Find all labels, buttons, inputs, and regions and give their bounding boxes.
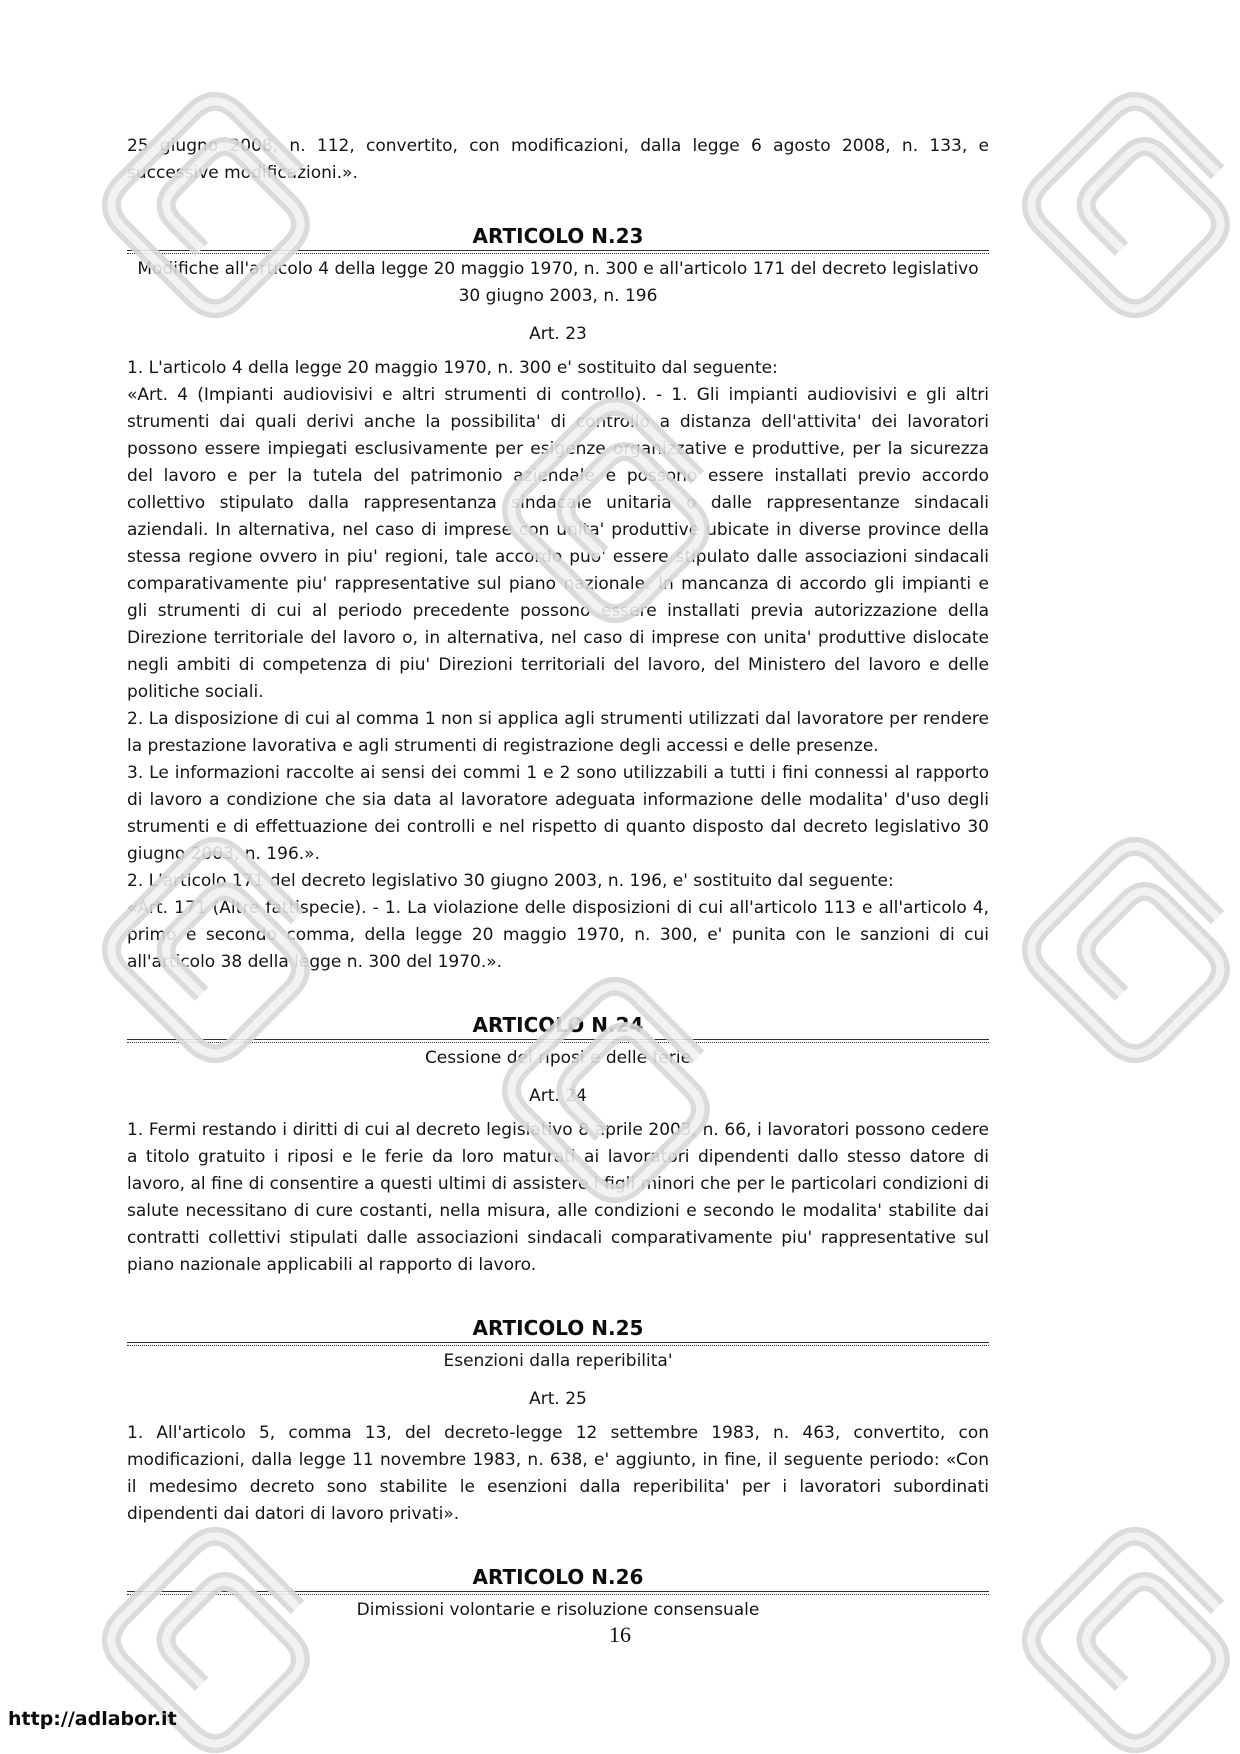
article-paragraph: 1. Fermi restando i diritti di cui al decreto legislativo 8 aprile 2003, n. 66, i lavoratori possono cedere a titolo gratuito i riposi e le ferie da loro maturati ai lavoratori dipendenti dallo stesso datore di lavoro, al fine di consentire a questi ultimi di assistere i figli minori che per le particolari condizioni di salute necessitano di cure costanti, nella misura, alle condizioni e secondo le modalita' stabilite dai contratti collettivi stipulati dalle associazioni sindacali comparativamente piu' rappresentative sul piano nazionale applicabili al rapporto di lavoro. xyxy=(127,1120,989,1275)
page-number: 16 xyxy=(609,1622,631,1647)
article-paragraph: 2. L'articolo 171 del decreto legislativo 30 giugno 2003, n. 196, e' sostituito dal seguente: xyxy=(127,871,894,891)
footer-link[interactable]: http://adlabor.it xyxy=(8,1708,177,1730)
article-26-section xyxy=(127,1564,989,1624)
adlabor-watermark-icon xyxy=(1001,71,1240,340)
article-25-section xyxy=(127,1315,989,1528)
article-label: Art. 25 xyxy=(529,1389,587,1409)
article-24-section xyxy=(127,1012,989,1279)
heading-rule xyxy=(127,1591,989,1595)
article-paragraph: 1. L'articolo 4 della legge 20 maggio 1970, n. 300 e' sostituito dal seguente: xyxy=(127,358,778,378)
article-paragraph: «Art. 4 (Impianti audiovisivi e altri strumenti di controllo). - 1. Gli impianti audiovisivi e gli altri strumenti dai quali derivi anche la possibilita' di controllo a distanza dell'attivita' dei lavoratori possono essere impiegati esclusivamente per esigenze organizzative e produttive, per la sicurezza del lavoro e per la tutela del patrimonio aziendale e possono essere installati previo accordo collettivo stipulato dalla rappresentanza sindacale unitaria o dalle rappresentanze sindacali aziendali. In alternativa, nel caso di imprese con unita' produttive ubicate in diverse province della stessa regione ovvero in piu' regioni, tale accordo puo' essere stipulato dalle associazioni sindacali comparativamente piu' rappresentative sul piano nazionale. In mancanza di accordo gli impianti e gli strumenti di cui al periodo precedente possono essere installati previa autorizzazione della Direzione territoriale del lavoro o, in alternativa, nel caso di imprese con unita' produttive dislocate negli ambiti di competenza di piu' Direzioni territoriali del lavoro, del Ministero del lavoro e delle politiche sociali. xyxy=(127,385,989,702)
heading-rule xyxy=(127,1342,989,1346)
article-heading: ARTICOLO N.23 xyxy=(472,224,644,248)
article-heading: ARTICOLO N.25 xyxy=(472,1316,644,1340)
heading-rule xyxy=(127,250,989,254)
intro-paragraph: 25 giugno 2008, n. 112, convertito, con modificazioni, dalla legge 6 agosto 2008, n. 133, e successive modificazioni.». xyxy=(127,136,989,183)
heading-rule xyxy=(127,1039,989,1043)
article-paragraph: 2. La disposizione di cui al comma 1 non si applica agli strumenti utilizzati dal lavoratore per rendere la prestazione lavorativa e agli strumenti di registrazione degli accessi e delle presenze. xyxy=(127,709,989,756)
article-23-section xyxy=(127,223,989,976)
article-paragraph: 3. Le informazioni raccolte ai sensi dei commi 1 e 2 sono utilizzabili a tutti i fini connessi al rapporto di lavoro a condizione che sia data al lavoratore adeguata informazione delle modalita' d'uso degli strumenti e di effettuazione dei controlli e nel rispetto di quanto disposto dal decreto legislativo 30 giugno 2003, n. 196.». xyxy=(127,763,989,864)
adlabor-watermark-icon xyxy=(1001,816,1240,1085)
article-paragraph: 1. All'articolo 5, comma 13, del decreto-legge 12 settembre 1983, n. 463, convertito, con modificazioni, dalla legge 11 novembre 1983, n. 638, e' aggiunto, in fine, il seguente periodo: «Con il medesimo decreto sono stabilite le esenzioni dalla reperibilita' per i lavoratori subordinati dipendenti dai datori di lavoro privati». xyxy=(127,1423,989,1524)
article-heading: ARTICOLO N.24 xyxy=(472,1013,644,1037)
article-paragraph: «Art. 171 (Altre fattispecie). - 1. La violazione delle disposizioni di cui all'articolo 113 e all'articolo 4, primo e secondo comma, della legge 20 maggio 1970, n. 300, e' punita con le sanzioni di cui all'articolo 38 della legge n. 300 del 1970.». xyxy=(127,898,989,972)
article-heading: ARTICOLO N.26 xyxy=(472,1565,644,1589)
article-subtitle: Esenzioni dalla reperibilita' xyxy=(443,1351,673,1371)
article-subtitle: Cessione dei riposi e delle ferie xyxy=(424,1048,692,1068)
article-subtitle: Modifiche all'articolo 4 della legge 20 maggio 1970, n. 300 e all'articolo 171 del decreto legislativo 30 giugno 2003, n. 196 xyxy=(137,259,979,306)
text-column xyxy=(127,133,989,1624)
article-label: Art. 23 xyxy=(529,324,587,344)
article-label: Art. 24 xyxy=(529,1086,587,1106)
article-subtitle: Dimissioni volontarie e risoluzione consensuale xyxy=(356,1600,760,1620)
